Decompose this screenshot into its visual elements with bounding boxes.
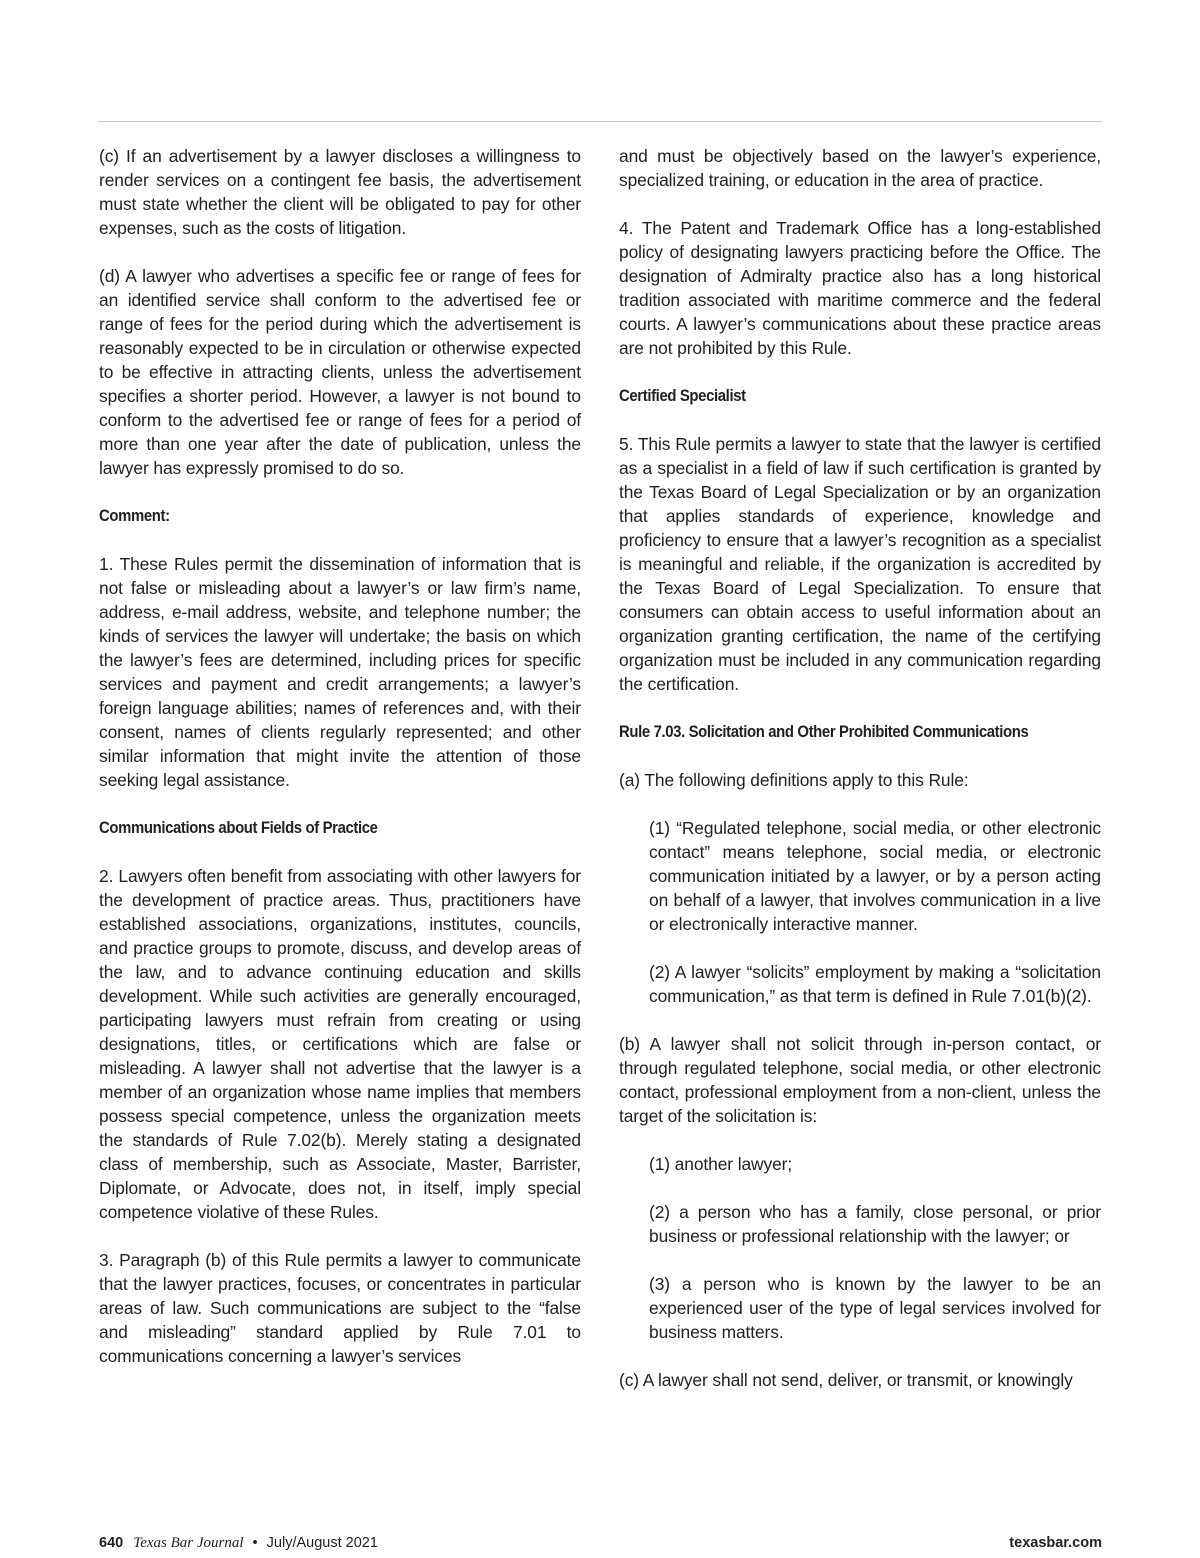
fields-of-practice-heading: Communications about Fields of Practice xyxy=(99,819,378,837)
comment-5: 5. This Rule permits a lawyer to state that the lawyer is certified as a specialist in a field of law if such certification is granted by the Texas Board of Legal Specialization or by an organization that applies standards of experience, knowledge and proficiency to ensure that a lawyer’s recognition as a specialist is meaningful and reliable, if the organization is accredited by the Texas Board of Legal Specialization. To ensure that consumers can obtain access to useful information about an organization granting certification, the name of the certifying organization must be included in any communication regarding the certification. xyxy=(619,434,1101,694)
rule-paragraph-b: (b) A lawyer shall not solicit through in-person contact, or through regulated telephone, social media, or other electronic contact, professional employment from a non-client, unless the target of the solicitation is: xyxy=(619,1034,1101,1126)
rule-7-03-heading: Rule 7.03. Solicitation and Other Prohibited Communications xyxy=(619,723,1029,741)
certified-specialist-heading: Certified Specialist xyxy=(619,387,746,405)
rule-definition-2: (2) A lawyer “solicits” employment by making a “solicitation communication,” as that term is defined in Rule 7.01(b)(2). xyxy=(649,962,1101,1006)
rule-paragraph-c: (c) A lawyer shall not send, deliver, or transmit, or knowingly xyxy=(619,1370,1073,1390)
page-footer xyxy=(99,1532,1102,1554)
comment-3: 3. Paragraph (b) of this Rule permits a lawyer to communicate that the lawyer practices, focuses, or concentrates in particular areas of law. Such communications are subject to the “false and misleading” standard applied by Rule 7.01 to communications concerning a lawyer’s services xyxy=(99,1250,581,1366)
website-url: texasbar.com xyxy=(1009,1535,1102,1551)
comment-heading: Comment: xyxy=(99,507,170,525)
footer-bullet: • xyxy=(252,1535,258,1551)
issue-date: July/August 2021 xyxy=(266,1535,378,1551)
rule-target-3: (3) a person who is known by the lawyer to be an experienced user of the type of legal services involved for business matters. xyxy=(649,1274,1101,1342)
comment-2: 2. Lawyers often benefit from associating with other lawyers for the development of practice areas. Thus, practitioners have established associations, organizations, institutes, councils, and practice groups to promote, discuss, and develop areas of the law, and to advance continuing education and skills development. While such activities are generally encouraged, participating lawyers must refrain from creating or using designations, titles, or certifications which are false or misleading. A lawyer shall not advertise that the lawyer is a member of an organization whose name implies that members possess special competence, unless the organization meets the standards of Rule 7.02(b). Merely stating a designated class of membership, such as Associate, Master, Barrister, Diplomate, or Advocate, does not, in itself, imply special competence violative of these Rules. xyxy=(99,866,581,1222)
header-rule xyxy=(98,121,1102,122)
rule-definition-1: (1) “Regulated telephone, social media, or other electronic contact” means telephone, social media, or electronic communication initiated by a lawyer, or by a person acting on behalf of a lawyer, that involves communication in a live or electronically interactive manner. xyxy=(649,818,1101,934)
paragraph-d: (d) A lawyer who advertises a specific fee or range of fees for an identified service shall conform to the advertised fee or range of fees for the period during which the advertisement is reasonably expected to be in circulation or otherwise expected to be effective in attracting clients, unless the advertisement specifies a shorter period. However, a lawyer is not bound to conform to the advertised fee or range of fees for a period of more than one year after the date of publication, unless the lawyer has expressly promised to do so. xyxy=(99,266,581,478)
left-column xyxy=(99,144,581,1368)
footer-left xyxy=(99,1532,378,1554)
right-column xyxy=(619,144,1101,1392)
rule-paragraph-a: (a) The following definitions apply to this Rule: xyxy=(619,770,969,790)
page-number: 640 xyxy=(99,1535,124,1551)
rule-target-2: (2) a person who has a family, close personal, or prior business or professional relationship with the lawyer; or xyxy=(649,1202,1101,1246)
paragraph-c: (c) If an advertisement by a lawyer discloses a willingness to render services on a contingent fee basis, the advertisement must state whether the client will be obligated to pay for other expenses, such as the costs of litigation. xyxy=(99,146,581,238)
comment-4: 4. The Patent and Trademark Office has a long-established policy of designating lawyers practicing before the Office. The designation of Admiralty practice also has a long historical tradition associated with maritime commerce and the federal courts. A lawyer’s communications about these practice areas are not prohibited by this Rule. xyxy=(619,218,1101,358)
comment-1: 1. These Rules permit the dissemination of information that is not false or misleading about a lawyer’s or law firm’s name, address, e-mail address, website, and telephone number; the kinds of services the lawyer will undertake; the basis on which the lawyer’s fees are determined, including prices for specific services and payment and credit arrangements; a lawyer’s foreign language abilities; names of references and, with their consent, names of clients regularly represented; and other similar information that might invite the attention of those seeking legal assistance. xyxy=(99,554,581,790)
journal-name: Texas Bar Journal xyxy=(133,1535,244,1551)
rule-target-1: (1) another lawyer; xyxy=(649,1154,793,1174)
comment-3-continued: and must be objectively based on the lawyer’s experience, specialized training, or education in the area of practice. xyxy=(619,146,1101,190)
